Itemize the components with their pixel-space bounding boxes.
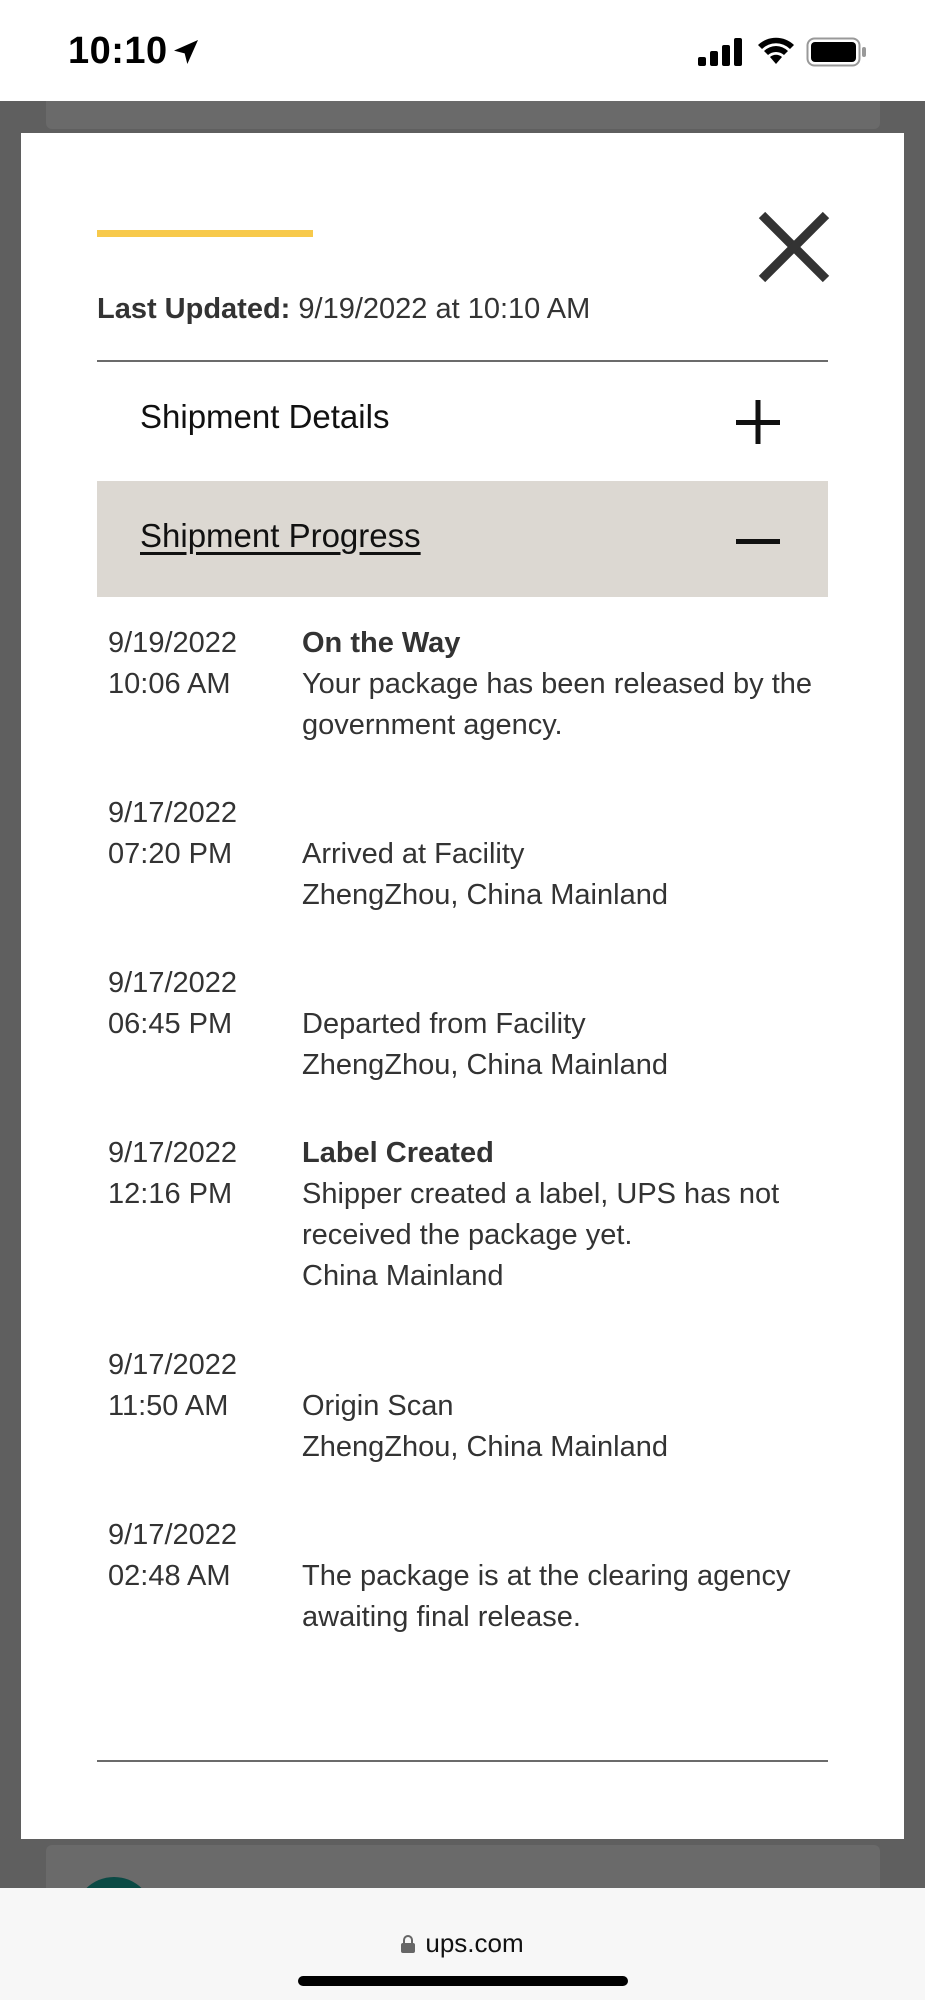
event-status: On the Way	[302, 627, 461, 659]
event-date: 9/19/2022	[108, 627, 238, 659]
event-details	[302, 1345, 822, 1468]
event-date: 9/17/2022	[108, 1519, 238, 1551]
event-date: 9/17/2022	[108, 1137, 238, 1169]
accordion-shipment-details[interactable]	[97, 362, 828, 478]
event-date: 9/17/2022	[108, 1349, 238, 1381]
event-details	[302, 963, 822, 1086]
event-time: 10:06 AM	[108, 668, 231, 700]
minus-icon	[736, 519, 780, 563]
accordion-title: Shipment Details	[140, 398, 390, 435]
last-updated	[97, 293, 590, 326]
last-updated-value: 9/19/2022 at 10:10 AM	[298, 293, 591, 325]
event-status: Label Created	[302, 1137, 494, 1169]
event-location: China Mainland	[302, 1260, 504, 1292]
event-description: Arrived at Facility	[302, 838, 525, 870]
event-details	[302, 793, 822, 916]
event-datetime	[108, 623, 288, 705]
background-card	[46, 101, 880, 129]
location-arrow-icon	[170, 36, 202, 68]
event-location: ZhengZhou, China Mainland	[302, 1049, 668, 1081]
last-updated-label: Last Updated:	[97, 293, 291, 325]
shipment-modal	[21, 133, 904, 1839]
event-time: 12:16 PM	[108, 1178, 233, 1210]
accordion-title: Shipment Progress	[140, 517, 421, 554]
wifi-icon	[756, 36, 796, 66]
event-date: 9/17/2022	[108, 967, 238, 999]
event-location: ZhengZhou, China Mainland	[302, 1431, 668, 1463]
event-description: Shipper created a label, UPS has not received the package yet.	[302, 1178, 780, 1251]
lock-icon	[401, 1935, 415, 1953]
url-text: ups.com	[425, 1928, 524, 1958]
event-details	[302, 623, 822, 746]
event-details	[302, 1515, 822, 1638]
cellular-signal-icon	[698, 38, 744, 66]
event-datetime	[108, 1133, 288, 1215]
event-status	[302, 1515, 822, 1556]
event-time: 07:20 PM	[108, 838, 233, 870]
event-status	[302, 793, 822, 834]
status-bar	[0, 0, 925, 101]
accent-bar	[97, 230, 313, 237]
event-date: 9/17/2022	[108, 797, 238, 829]
home-indicator[interactable]	[298, 1976, 628, 1986]
battery-icon	[806, 37, 868, 67]
event-details	[302, 1133, 822, 1297]
status-time: 10:10	[68, 30, 168, 72]
event-time: 06:45 PM	[108, 1008, 233, 1040]
event-datetime	[108, 1515, 288, 1597]
event-datetime	[108, 963, 288, 1045]
event-description: The package is at the clearing agency awaiting final release.	[302, 1560, 791, 1633]
event-datetime	[108, 793, 288, 875]
plus-icon	[736, 400, 780, 444]
accordion-shipment-progress[interactable]	[97, 481, 828, 597]
close-icon	[762, 215, 826, 279]
event-description: Departed from Facility	[302, 1008, 586, 1040]
event-description: Origin Scan	[302, 1390, 454, 1422]
event-description: Your package has been released by the government agency.	[302, 668, 813, 741]
event-time: 11:50 AM	[108, 1390, 229, 1422]
event-datetime	[108, 1345, 288, 1427]
event-status	[302, 1345, 822, 1386]
event-time: 02:48 AM	[108, 1560, 231, 1592]
close-button[interactable]	[754, 207, 834, 287]
divider	[97, 1760, 828, 1762]
url-field[interactable]	[0, 1928, 925, 1959]
event-location: ZhengZhou, China Mainland	[302, 879, 668, 911]
browser-bar	[0, 1888, 925, 2000]
event-status	[302, 963, 822, 1004]
